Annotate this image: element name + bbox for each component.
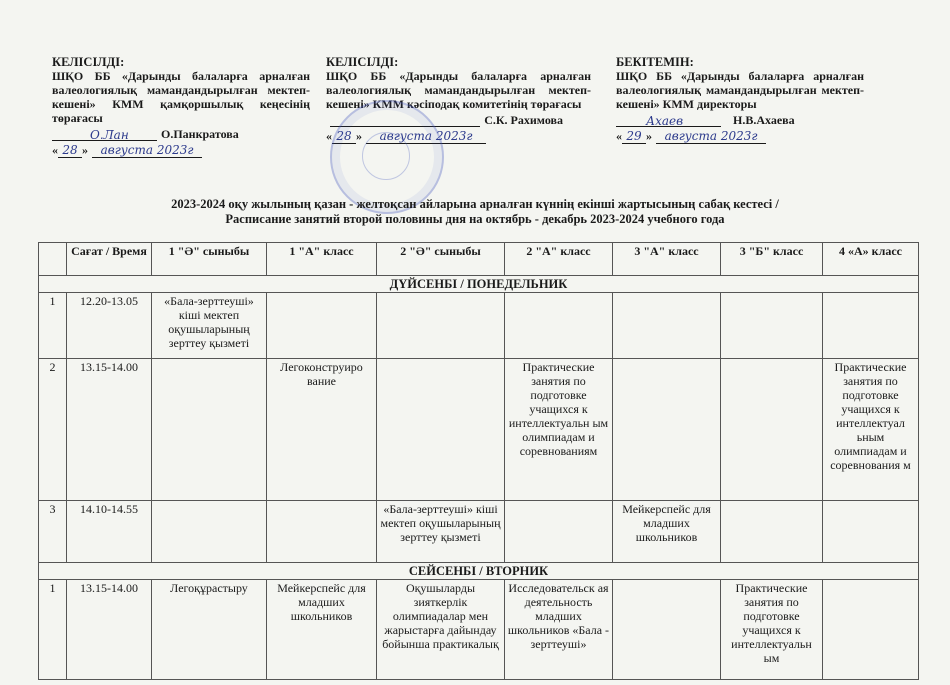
date-left-month: августа xyxy=(100,143,153,157)
row-num: 1 xyxy=(39,580,67,680)
table-cell xyxy=(613,359,721,501)
table-cell xyxy=(613,293,721,359)
row-time: 13.15-14.00 xyxy=(67,359,152,501)
signature-right xyxy=(616,114,721,127)
row-num: 3 xyxy=(39,501,67,563)
col-header-4a: 4 «А» класс xyxy=(823,243,919,276)
approval-left xyxy=(52,55,310,158)
date-right-day: 29 xyxy=(622,129,646,144)
table-cell: Легоконструиро вание xyxy=(267,359,377,501)
table-cell: Мейкерспейс для младших школьников xyxy=(267,580,377,680)
table-cell xyxy=(505,501,613,563)
date-right-month-year xyxy=(656,129,766,144)
approval-right-header: БЕКІТЕМІН: xyxy=(616,55,694,69)
table-row xyxy=(39,501,919,563)
table-cell xyxy=(823,580,919,680)
table-cell: «Бала-зерттеуші» кіші мектеп оқушыларының зерттеу қызметі xyxy=(377,501,505,563)
col-header-2a: 2 "А" класс xyxy=(505,243,613,276)
approval-middle-header: КЕЛІСІЛДІ: xyxy=(326,55,399,69)
approval-right-body: ШҚО ББ «Дарынды балаларға арналған валеологиялық мамандандырылған мектеп-кешені» КММ директоры xyxy=(616,69,864,111)
title-line-kz: 2023-2024 оқу жылының қазан - желтоқсан айларына арналған күннің екінші жартысының сабақ кестесі / xyxy=(171,197,779,211)
col-header-3b: 3 "Б" класс xyxy=(721,243,823,276)
table-cell xyxy=(267,293,377,359)
date-middle-day: 28 xyxy=(332,129,356,144)
date-middle-year: 2023г xyxy=(435,129,473,143)
approval-section xyxy=(0,55,950,185)
date-right-month: августа xyxy=(664,129,717,143)
signature-right-text: Ахаев xyxy=(646,114,684,128)
row-num: 1 xyxy=(39,293,67,359)
table-cell: Исследовательск ая деятельность младших школьников «Бала - зерттеуші» xyxy=(505,580,613,680)
table-header-row xyxy=(39,243,919,276)
approval-right xyxy=(616,55,864,144)
table-cell xyxy=(267,501,377,563)
day-label-monday: ДҮЙСЕНБІ / ПОНЕДЕЛЬНИК xyxy=(39,276,919,293)
table-cell xyxy=(823,293,919,359)
row-num: 2 xyxy=(39,359,67,501)
col-header-3a: 3 "А" класс xyxy=(613,243,721,276)
day-row-monday xyxy=(39,276,919,293)
table-row xyxy=(39,359,919,501)
col-header-time: Сағат / Время xyxy=(67,243,152,276)
table-row xyxy=(39,293,919,359)
date-middle-month: августа xyxy=(379,129,432,143)
date-right-year: 2023г xyxy=(720,129,758,143)
col-header-num xyxy=(39,243,67,276)
day-label-tuesday: СЕЙСЕНБІ / ВТОРНИК xyxy=(39,563,919,580)
col-header-1ae: 1 "Ә" сыныбы xyxy=(152,243,267,276)
table-cell: Мейкерспейс для младших школьников xyxy=(613,501,721,563)
table-cell xyxy=(613,580,721,680)
table-cell: Практические занятия по подготовке учащихся к интеллектуал ьным олимпиадам и соревнования м xyxy=(823,359,919,501)
title-line-ru: Расписание занятий второй половины дня на октябрь - декабрь 2023-2024 учебного года xyxy=(225,212,725,226)
col-header-2ae: 2 "Ә" сыныбы xyxy=(377,243,505,276)
approval-right-name: Н.В.Ахаева xyxy=(733,113,795,127)
date-left-month-year xyxy=(92,143,202,158)
day-row-tuesday xyxy=(39,563,919,580)
table-cell: Практические занятия по подготовке учащихся к интеллектуальн ым олимпиадам и соревнованиям xyxy=(505,359,613,501)
table-cell xyxy=(823,501,919,563)
table-cell: Оқушыларды зияткерлік олимпиадалар мен жарыстарға дайындау бойынша практикалық xyxy=(377,580,505,680)
row-time: 14.10-14.55 xyxy=(67,501,152,563)
approval-left-date: « 28 » августа 2023г xyxy=(52,143,310,158)
document-title xyxy=(0,197,950,227)
table-row xyxy=(39,580,919,680)
table-cell: «Бала-зерттеуші» кіші мектеп оқушыларының зерттеу қызметі xyxy=(152,293,267,359)
table-cell xyxy=(152,359,267,501)
schedule-table xyxy=(38,242,919,680)
approval-middle-name: С.К. Рахимова xyxy=(484,113,563,127)
approval-right-signature-line xyxy=(616,113,864,127)
table-cell xyxy=(721,359,823,501)
row-time: 13.15-14.00 xyxy=(67,580,152,680)
approval-right-date: « 29 » августа 2023г xyxy=(616,129,864,144)
col-header-1a: 1 "А" класс xyxy=(267,243,377,276)
table-cell xyxy=(377,359,505,501)
approval-left-signature-line xyxy=(52,127,310,141)
table-cell xyxy=(505,293,613,359)
approval-middle-date: « 28 » августа 2023г xyxy=(326,129,591,144)
approval-left-name: О.Панкратова xyxy=(161,127,239,141)
table-cell xyxy=(377,293,505,359)
approval-left-body: ШҚО ББ «Дарынды балаларға арналған валеологиялық мамандандырылған мектеп-кешені» КММ қамқоршылық кеңесінің төрағасы xyxy=(52,69,310,125)
row-time: 12.20-13.05 xyxy=(67,293,152,359)
table-cell xyxy=(721,501,823,563)
date-left-year: 2023г xyxy=(156,143,194,157)
table-cell: Легоқұрастыру xyxy=(152,580,267,680)
signature-left-text: О.Лан xyxy=(90,128,129,142)
date-left-day: 28 xyxy=(58,143,82,158)
approval-middle-body: ШҚО ББ «Дарынды балаларға арналған валеологиялық мамандандырылған мектеп-кешені» КММ кәсіподақ комитетінің төрағасы xyxy=(326,69,591,111)
signature-left xyxy=(52,128,157,141)
table-cell: Практические занятия по подготовке учащихся к интеллектуальн ым xyxy=(721,580,823,680)
table-cell xyxy=(721,293,823,359)
approval-left-header: КЕЛІСІЛДІ: xyxy=(52,55,125,69)
table-cell xyxy=(152,501,267,563)
